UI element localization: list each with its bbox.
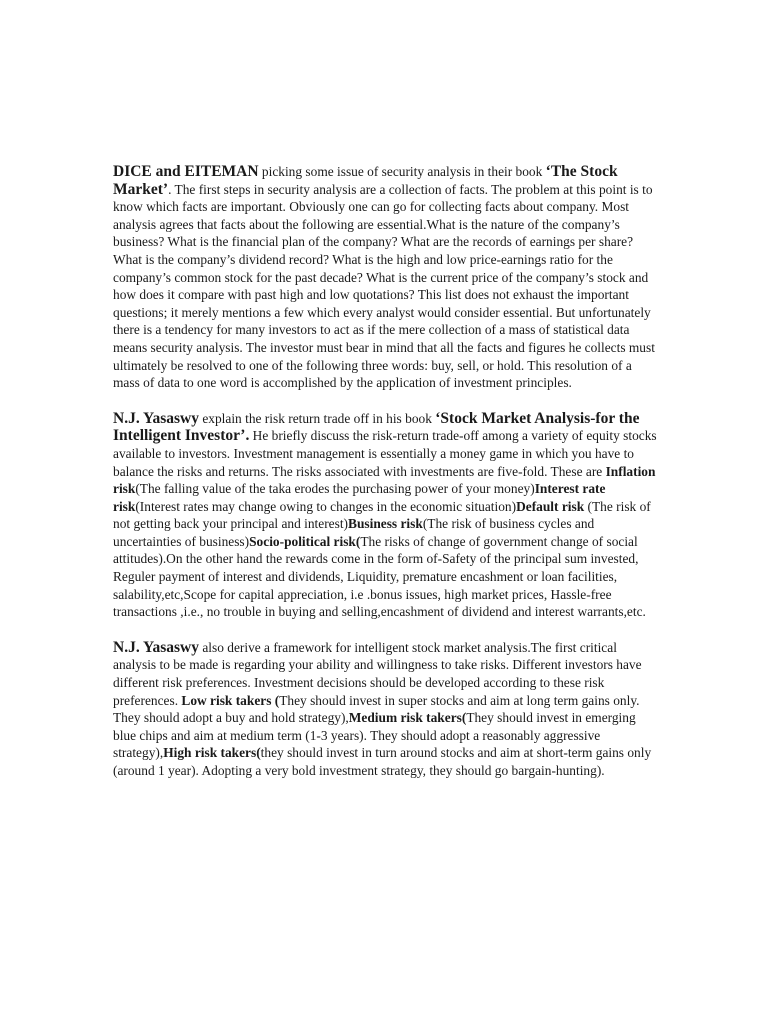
risk-taker-low: Low risk takers ( (181, 692, 280, 708)
paragraph-text: He briefly discuss the risk-return trade-off among a variety of equity stocks available to investors. Investment management is essentially a money game in which you have to balance the risks and returns. The risks associated with investments are five-fold. These are (113, 428, 657, 479)
author-heading: N.J. Yasaswy (113, 409, 199, 427)
author-heading: N.J. Yasaswy (113, 638, 199, 656)
document-page (113, 163, 658, 798)
risk-description: The risks of change of government change of social attitudes).On the other hand the rewards come in the form of-Safety of the principal sum invested, Reguler payment of interest and dividends, Liquidity, premature encashment or loan facilities, salability,etc,Scope for capital appreciation, i.e .bonus issues, high market prices, Hassle-free transactions ,i.e., no trouble in buying and selling,encashment of dividend and interest warrants,etc. (113, 533, 646, 620)
paragraph-risk-return (113, 410, 658, 621)
paragraph-framework (113, 639, 658, 780)
risk-taker-description: They should invest in super stocks and aim at long term gains only. They should adopt a buy and hold strategy), (113, 692, 640, 726)
risk-term-inflation: Inflation risk (113, 463, 656, 497)
risk-term-interest-rate: Interest rate risk (113, 481, 606, 514)
paragraph-text: also derive a framework for intelligent stock market analysis.The first critical analysis to be made is regarding your ability and willingness to take risks. Different investors have different risk preferences. Investment decisions should be developed according to these risk preferences. (113, 639, 642, 708)
risk-taker-description: They should invest in emerging blue chips and aim at medium term (1-3 years). They should adopt a reasonably aggressive strategy), (113, 710, 636, 761)
risk-description: (The risk of not getting back your principal and interest) (113, 498, 651, 532)
authors-heading: DICE and EITEMAN (113, 163, 259, 180)
book-title: ‘Stock Market Analysis-for the Intelligent Investor’. (113, 409, 640, 445)
paragraph-text: picking some issue of security analysis in their book (258, 164, 546, 179)
paragraph-text: . The first steps in security analysis are a collection of facts. The problem at this point is to know which facts are important. Obviously one can go for collecting facts about company. Most analysis agrees that facts about the following are essential.What is the nature of the company’s business? What is the financial plan of the company? What are the records of earnings per share? What is the company’s dividend record? What is the high and low price-earnings ratio for the company’s common stock for the past decade? What is the current price of the company’s stock and how does it compare with past high and low quotations? This list does not exhaust the important questions; it merely mentions a few which every analyst would consider essential. But unfortunately there is a tendency for many investors to act as if the mere collection of a mass of statistical data means security analysis. The investor must bear in mind that all the facts and figures he collects must ultimately be resolved to one of the following three words: buy, sell, or hold. This resolution of a mass of data to one word is accomplished by the application of investment principles. (113, 181, 655, 391)
risk-description: (The falling value of the taka erodes the purchasing power of your money) (135, 481, 535, 497)
risk-taker-medium: Medium risk takers( (348, 710, 467, 726)
risk-term-business: Business risk (348, 516, 423, 532)
paragraph-dice-eiteman (113, 163, 658, 392)
paragraph-text: explain the risk return trade off in his book (198, 410, 436, 426)
risk-description: (Interest rates may change owing to changes in the economic situation) (135, 498, 517, 514)
risk-term-default: Default risk (516, 498, 585, 514)
risk-taker-description: they should invest in turn around stocks and aim at short-term gains only (around 1 year). Adopting a very bold investment strategy, they should go bargain-hunting). (113, 745, 652, 778)
risk-description: (The risk of business cycles and uncertainties of business) (113, 516, 595, 549)
book-title: ‘The Stock Market’ (113, 163, 618, 198)
risk-taker-high: High risk takers( (163, 745, 261, 761)
risk-term-socio-political: Socio-political risk( (249, 533, 361, 549)
